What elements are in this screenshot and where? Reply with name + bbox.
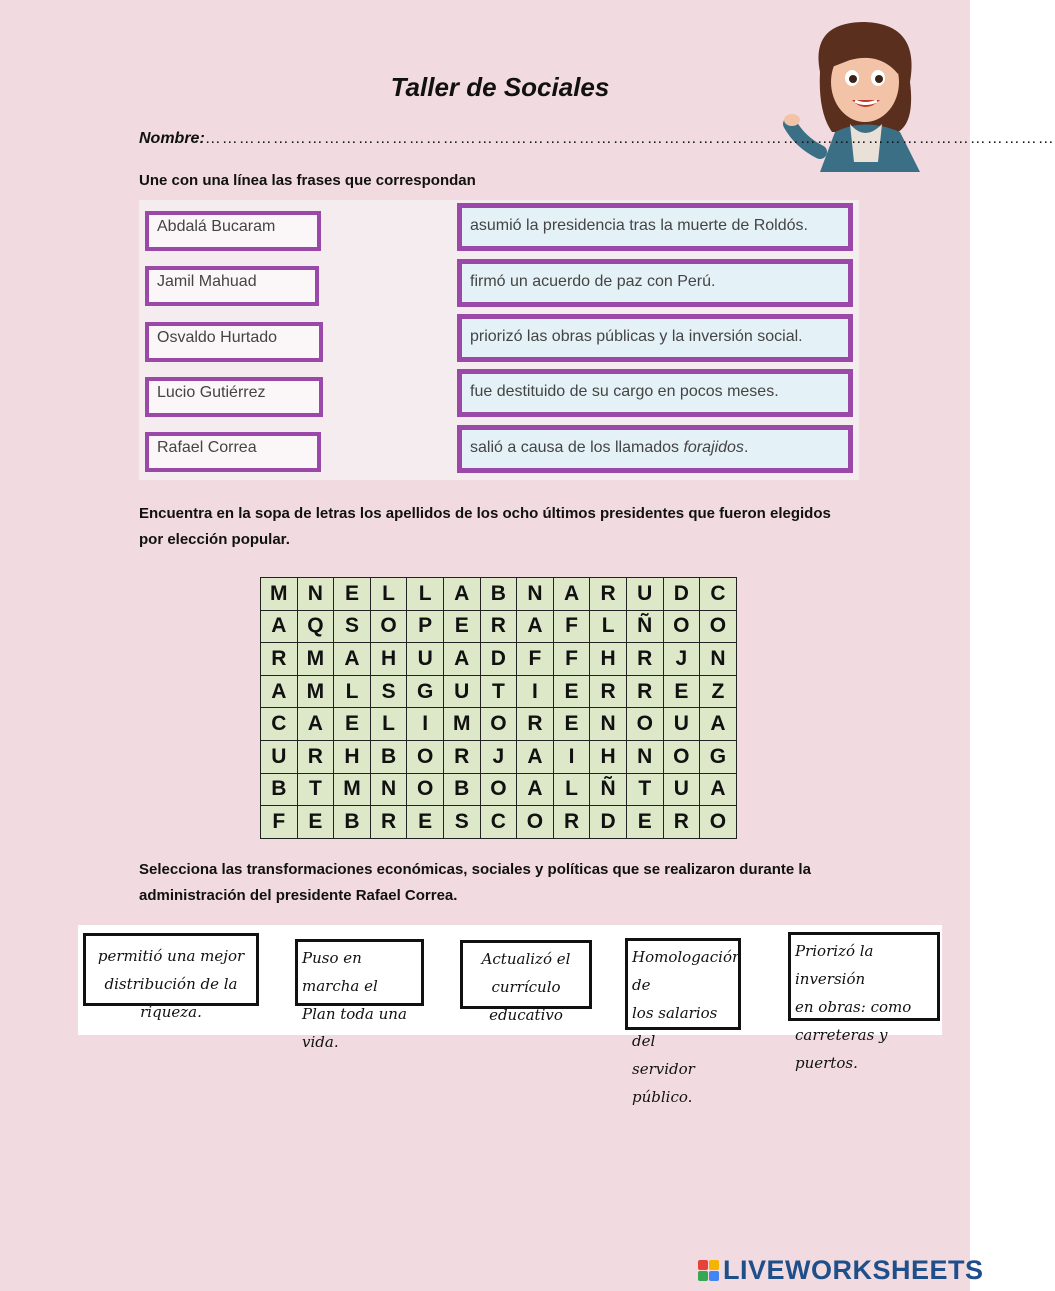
- grid-cell[interactable]: H: [334, 741, 371, 774]
- name-box-hurtado[interactable]: Osvaldo Hurtado: [145, 322, 323, 362]
- option-line: los salarios del: [632, 1004, 718, 1050]
- name-box-gutierrez[interactable]: Lucio Gutiérrez: [145, 377, 323, 417]
- grid-cell[interactable]: N: [298, 578, 335, 611]
- option-line: Priorizó la inversión: [795, 942, 874, 988]
- name-label: Nombre:: [139, 130, 205, 147]
- grid-cell[interactable]: E: [664, 676, 701, 709]
- option-line: Actualizó el: [481, 950, 571, 968]
- grid-cell[interactable]: L: [371, 578, 408, 611]
- option-line: carreteras y puertos.: [795, 1026, 888, 1072]
- grid-cell[interactable]: S: [444, 806, 481, 839]
- grid-cell[interactable]: N: [627, 741, 664, 774]
- grid-cell[interactable]: R: [298, 741, 335, 774]
- wordsearch-instruction-line1: Encuentra en la sopa de letras los apellidos de los ocho últimos presidentes que fueron elegidos: [139, 505, 831, 522]
- grid-cell[interactable]: Ñ: [627, 611, 664, 644]
- grid-cell[interactable]: E: [334, 708, 371, 741]
- grid-cell[interactable]: T: [481, 676, 518, 709]
- option-line: Plan toda una vida.: [302, 1005, 407, 1051]
- grid-cell[interactable]: A: [700, 774, 737, 807]
- grid-cell[interactable]: U: [664, 774, 701, 807]
- grid-cell[interactable]: C: [700, 578, 737, 611]
- grid-cell[interactable]: B: [334, 806, 371, 839]
- grid-cell[interactable]: E: [627, 806, 664, 839]
- grid-cell[interactable]: B: [481, 578, 518, 611]
- grid-cell[interactable]: R: [517, 708, 554, 741]
- grid-cell[interactable]: R: [627, 676, 664, 709]
- grid-cell[interactable]: Q: [298, 611, 335, 644]
- phrase-box-forajidos[interactable]: salió a causa de los llamados forajidos.: [457, 425, 853, 473]
- option-homologacion-salarios[interactable]: [625, 938, 742, 1106]
- grid-cell[interactable]: A: [261, 611, 298, 644]
- grid-cell[interactable]: A: [517, 611, 554, 644]
- phrase-box-peru[interactable]: firmó un acuerdo de paz con Perú.: [457, 259, 853, 307]
- grid-cell[interactable]: J: [481, 741, 518, 774]
- grid-cell[interactable]: L: [334, 676, 371, 709]
- grid-cell[interactable]: R: [261, 643, 298, 676]
- grid-cell[interactable]: Ñ: [590, 774, 627, 807]
- matching-panel: [139, 200, 859, 480]
- grid-cell[interactable]: E: [554, 676, 591, 709]
- name-dots: ……………………………………………………………………………………………………………………………………: [204, 130, 1055, 147]
- grid-cell[interactable]: O: [407, 774, 444, 807]
- wordsearch-instruction-line2: por elección popular.: [139, 531, 290, 548]
- grid-cell[interactable]: R: [664, 806, 701, 839]
- option-line: currículo educativo: [489, 978, 563, 1024]
- grid-cell[interactable]: O: [481, 774, 518, 807]
- name-box-mahuad[interactable]: Jamil Mahuad: [145, 266, 319, 306]
- grid-cell[interactable]: A: [517, 741, 554, 774]
- grid-cell[interactable]: F: [554, 611, 591, 644]
- grid-cell[interactable]: L: [407, 578, 444, 611]
- grid-cell[interactable]: O: [664, 741, 701, 774]
- grid-cell[interactable]: D: [590, 806, 627, 839]
- grid-cell[interactable]: O: [664, 611, 701, 644]
- grid-cell[interactable]: U: [261, 741, 298, 774]
- grid-cell[interactable]: E: [298, 806, 335, 839]
- grid-cell[interactable]: C: [261, 708, 298, 741]
- grid-cell[interactable]: E: [554, 708, 591, 741]
- grid-cell[interactable]: E: [407, 806, 444, 839]
- transformations-instruction: [139, 857, 811, 909]
- grid-cell[interactable]: N: [371, 774, 408, 807]
- grid-cell[interactable]: R: [371, 806, 408, 839]
- grid-cell[interactable]: P: [407, 611, 444, 644]
- option-line: servidor público.: [632, 1060, 695, 1106]
- grid-cell[interactable]: D: [481, 643, 518, 676]
- grid-cell[interactable]: B: [261, 774, 298, 807]
- grid-cell[interactable]: A: [700, 708, 737, 741]
- name-box-bucaram[interactable]: Abdalá Bucaram: [145, 211, 321, 251]
- grid-cell[interactable]: H: [590, 643, 627, 676]
- page-title: Taller de Sociales: [390, 72, 610, 102]
- option-distribucion-riqueza[interactable]: [83, 933, 259, 1021]
- grid-cell[interactable]: N: [517, 578, 554, 611]
- grid-cell[interactable]: U: [444, 676, 481, 709]
- grid-cell[interactable]: M: [298, 676, 335, 709]
- name-line[interactable]: [139, 130, 1055, 148]
- grid-cell[interactable]: N: [590, 708, 627, 741]
- grid-cell[interactable]: R: [590, 676, 627, 709]
- option-line: Homologación de: [632, 948, 742, 994]
- grid-cell[interactable]: F: [261, 806, 298, 839]
- transformations-instruction-line2: administración del presidente Rafael Correa.: [139, 887, 458, 904]
- grid-cell[interactable]: T: [298, 774, 335, 807]
- grid-cell[interactable]: R: [590, 578, 627, 611]
- grid-cell[interactable]: G: [700, 741, 737, 774]
- grid-cell[interactable]: M: [334, 774, 371, 807]
- grid-cell[interactable]: U: [407, 643, 444, 676]
- grid-cell[interactable]: J: [664, 643, 701, 676]
- phrase-box-obras[interactable]: priorizó las obras públicas y la inversión social.: [457, 314, 853, 362]
- grid-cell[interactable]: C: [481, 806, 518, 839]
- grid-cell[interactable]: O: [700, 806, 737, 839]
- grid-cell[interactable]: I: [407, 708, 444, 741]
- option-line: Puso en marcha el: [302, 949, 378, 995]
- option-plan-toda-una-vida[interactable]: [295, 939, 424, 1051]
- grid-cell[interactable]: O: [371, 611, 408, 644]
- grid-cell[interactable]: L: [371, 708, 408, 741]
- liveworksheets-logo: [698, 1255, 984, 1285]
- option-line: distribución de la riqueza.: [104, 975, 238, 1021]
- grid-cell[interactable]: G: [407, 676, 444, 709]
- grid-cell[interactable]: A: [444, 643, 481, 676]
- grid-cell[interactable]: U: [627, 578, 664, 611]
- grid-cell[interactable]: E: [334, 578, 371, 611]
- grid-cell[interactable]: A: [261, 676, 298, 709]
- grid-cell[interactable]: M: [298, 643, 335, 676]
- grid-cell[interactable]: F: [517, 643, 554, 676]
- transformations-panel: [78, 925, 942, 1106]
- name-box-correa[interactable]: Rafael Correa: [145, 432, 321, 472]
- grid-cell[interactable]: D: [664, 578, 701, 611]
- matching-instruction: Une con una línea las frases que correspondan: [139, 172, 476, 189]
- grid-cell[interactable]: B: [444, 774, 481, 807]
- grid-cell[interactable]: O: [627, 708, 664, 741]
- option-line: permitió una mejor: [97, 947, 245, 965]
- grid-cell[interactable]: A: [517, 774, 554, 807]
- grid-cell[interactable]: E: [444, 611, 481, 644]
- grid-cell[interactable]: O: [700, 611, 737, 644]
- phrase-box-roldos[interactable]: asumió la presidencia tras la muerte de Roldós.: [457, 203, 853, 251]
- option-inversion-obras[interactable]: [788, 932, 940, 1072]
- grid-cell[interactable]: A: [444, 578, 481, 611]
- transformations-instruction-line1: Selecciona las transformaciones económicas, sociales y políticas que se realizaron durante la: [139, 861, 811, 878]
- word-search-grid: [260, 577, 737, 839]
- grid-cell[interactable]: R: [627, 643, 664, 676]
- grid-cell[interactable]: H: [590, 741, 627, 774]
- grid-cell[interactable]: R: [554, 806, 591, 839]
- grid-cell[interactable]: I: [554, 741, 591, 774]
- option-line: en obras: como: [795, 998, 912, 1016]
- grid-cell[interactable]: S: [371, 676, 408, 709]
- grid-cell[interactable]: S: [334, 611, 371, 644]
- logo-mark-icon: [698, 1260, 719, 1281]
- grid-cell[interactable]: A: [298, 708, 335, 741]
- grid-cell[interactable]: B: [371, 741, 408, 774]
- grid-cell[interactable]: O: [481, 708, 518, 741]
- grid-cell[interactable]: R: [444, 741, 481, 774]
- grid-cell[interactable]: O: [407, 741, 444, 774]
- grid-cell[interactable]: L: [554, 774, 591, 807]
- phrase-box-destituido[interactable]: fue destituido de su cargo en pocos meses.: [457, 369, 853, 417]
- grid-cell[interactable]: R: [481, 611, 518, 644]
- grid-cell[interactable]: U: [664, 708, 701, 741]
- grid-cell[interactable]: M: [444, 708, 481, 741]
- grid-cell[interactable]: H: [371, 643, 408, 676]
- grid-cell[interactable]: F: [554, 643, 591, 676]
- grid-cell[interactable]: I: [517, 676, 554, 709]
- grid-cell[interactable]: O: [517, 806, 554, 839]
- grid-cell[interactable]: N: [700, 643, 737, 676]
- grid-cell[interactable]: A: [334, 643, 371, 676]
- grid-cell[interactable]: Z: [700, 676, 737, 709]
- grid-cell[interactable]: A: [554, 578, 591, 611]
- logo-text: LIVEWORKSHEETS: [723, 1254, 984, 1285]
- grid-cell[interactable]: T: [627, 774, 664, 807]
- grid-cell[interactable]: L: [590, 611, 627, 644]
- option-curriculo-educativo[interactable]: [460, 940, 592, 1024]
- grid-cell[interactable]: M: [261, 578, 298, 611]
- wordsearch-instruction: [139, 501, 831, 553]
